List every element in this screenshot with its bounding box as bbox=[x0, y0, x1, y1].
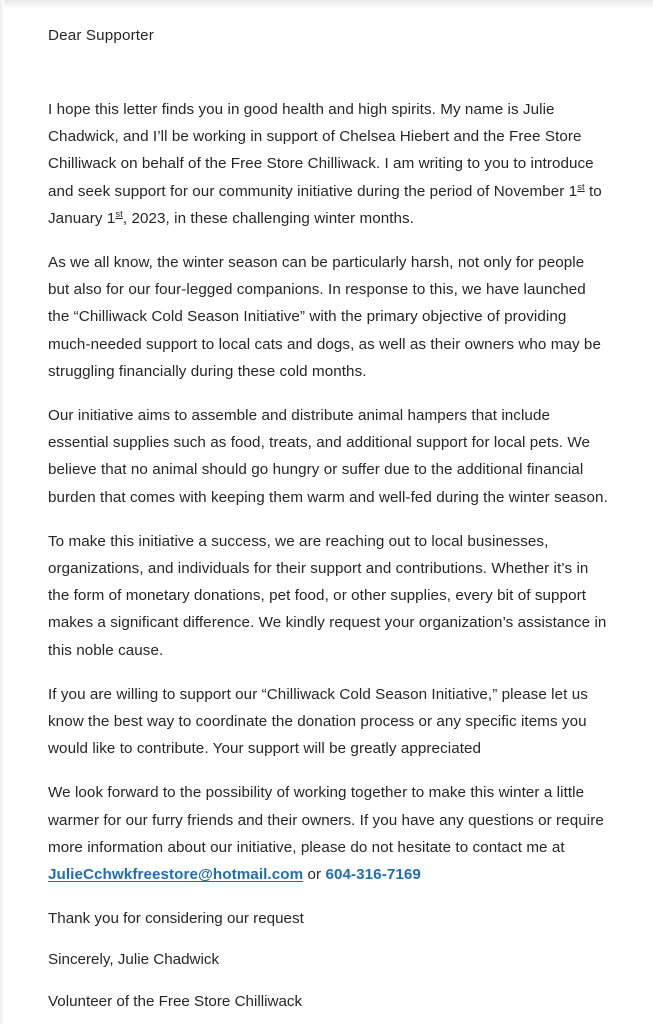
page-left-edge-shadow bbox=[0, 0, 4, 1024]
paragraph-text: I hope this letter finds you in good health and high spirits. My name is Julie Chadwick, and I’ll be working in support of Chelsea Hiebert and the Free Store Chilliwack on behalf of the Free Store Chilliwack. I am writing to you to introduce and seek support for our community initiative during the period of November 1 bbox=[48, 101, 594, 200]
paragraph-text: If you are willing to support our “Chilliwack Cold Season Initiative,” please let us know the best way to coordinate the donation process or any specific items you would like to contribute. Your support will be greatly appreciated bbox=[48, 685, 588, 758]
paragraph-contact bbox=[48, 779, 608, 888]
paragraph-spacer bbox=[48, 888, 608, 905]
closing-spacer bbox=[48, 974, 608, 988]
paragraph-spacer bbox=[48, 232, 608, 249]
paragraph-coordinate bbox=[48, 681, 608, 763]
salutation-spacer bbox=[48, 49, 608, 96]
paragraph-text: As we all know, the winter season can be particularly harsh, not only for people but also for our four-legged companions. In response to this, we have launched the “Chilliwack Cold Season Initiative” with the primary objective of providing much-needed support to local cats and dogs, as well as their owners who may be struggling financially during these cold months. bbox=[48, 254, 601, 380]
paragraph-spacer bbox=[48, 511, 608, 528]
closing-line-signoff: Sincerely, Julie Chadwick bbox=[48, 951, 220, 969]
ordinal-superscript: st bbox=[577, 180, 585, 192]
letter-salutation: Dear Supporter bbox=[48, 27, 154, 44]
paragraph-text: Our initiative aims to assemble and distribute animal hampers that include essential supplies such as food, treats, and additional support for local pets. We believe that no animal should go hungry or suffer due to the additional financial burden that comes with keeping them warm and well-fed during the winter season. bbox=[48, 407, 608, 506]
phone-number: 604-316-7169 bbox=[325, 866, 421, 884]
paragraph-text: to January 1 bbox=[48, 182, 602, 227]
ordinal-superscript: st bbox=[115, 207, 123, 219]
letter-body bbox=[48, 0, 608, 1015]
closing-spacer bbox=[48, 932, 608, 946]
paragraph-spacer bbox=[48, 762, 608, 779]
paragraph-outreach bbox=[48, 528, 608, 664]
paragraph-spacer bbox=[48, 664, 608, 681]
paragraph-intro bbox=[48, 96, 608, 232]
paragraph-text: To make this initiative a success, we are reaching out to local businesses, organizations, and individuals for their support and contributions. Whether it’s in the form of monetary donations, pet food, or other supplies, every bit of support makes a significant difference. We kindly request your organization’s assistance in this noble cause. bbox=[48, 532, 607, 659]
paragraph-text: , 2023, in these challenging winter months. bbox=[122, 209, 415, 227]
email-link[interactable]: JulieCchwkfreestore@hotmail.com bbox=[48, 866, 304, 884]
closing-line-role: Volunteer of the Free Store Chilliwack bbox=[48, 992, 303, 1010]
paragraph-text: We look forward to the possibility of working together to make this winter a little warmer for our furry friends and their owners. If you have any questions or require more information about our initiative, please do not hesitate to contact me at bbox=[48, 784, 604, 856]
paragraph-winter-harsh bbox=[48, 249, 608, 385]
paragraph-text: or bbox=[303, 866, 326, 884]
paragraph-spacer bbox=[48, 385, 608, 402]
paragraph-hampers bbox=[48, 402, 608, 511]
closing-line-thanks: Thank you for considering our request bbox=[48, 910, 304, 928]
